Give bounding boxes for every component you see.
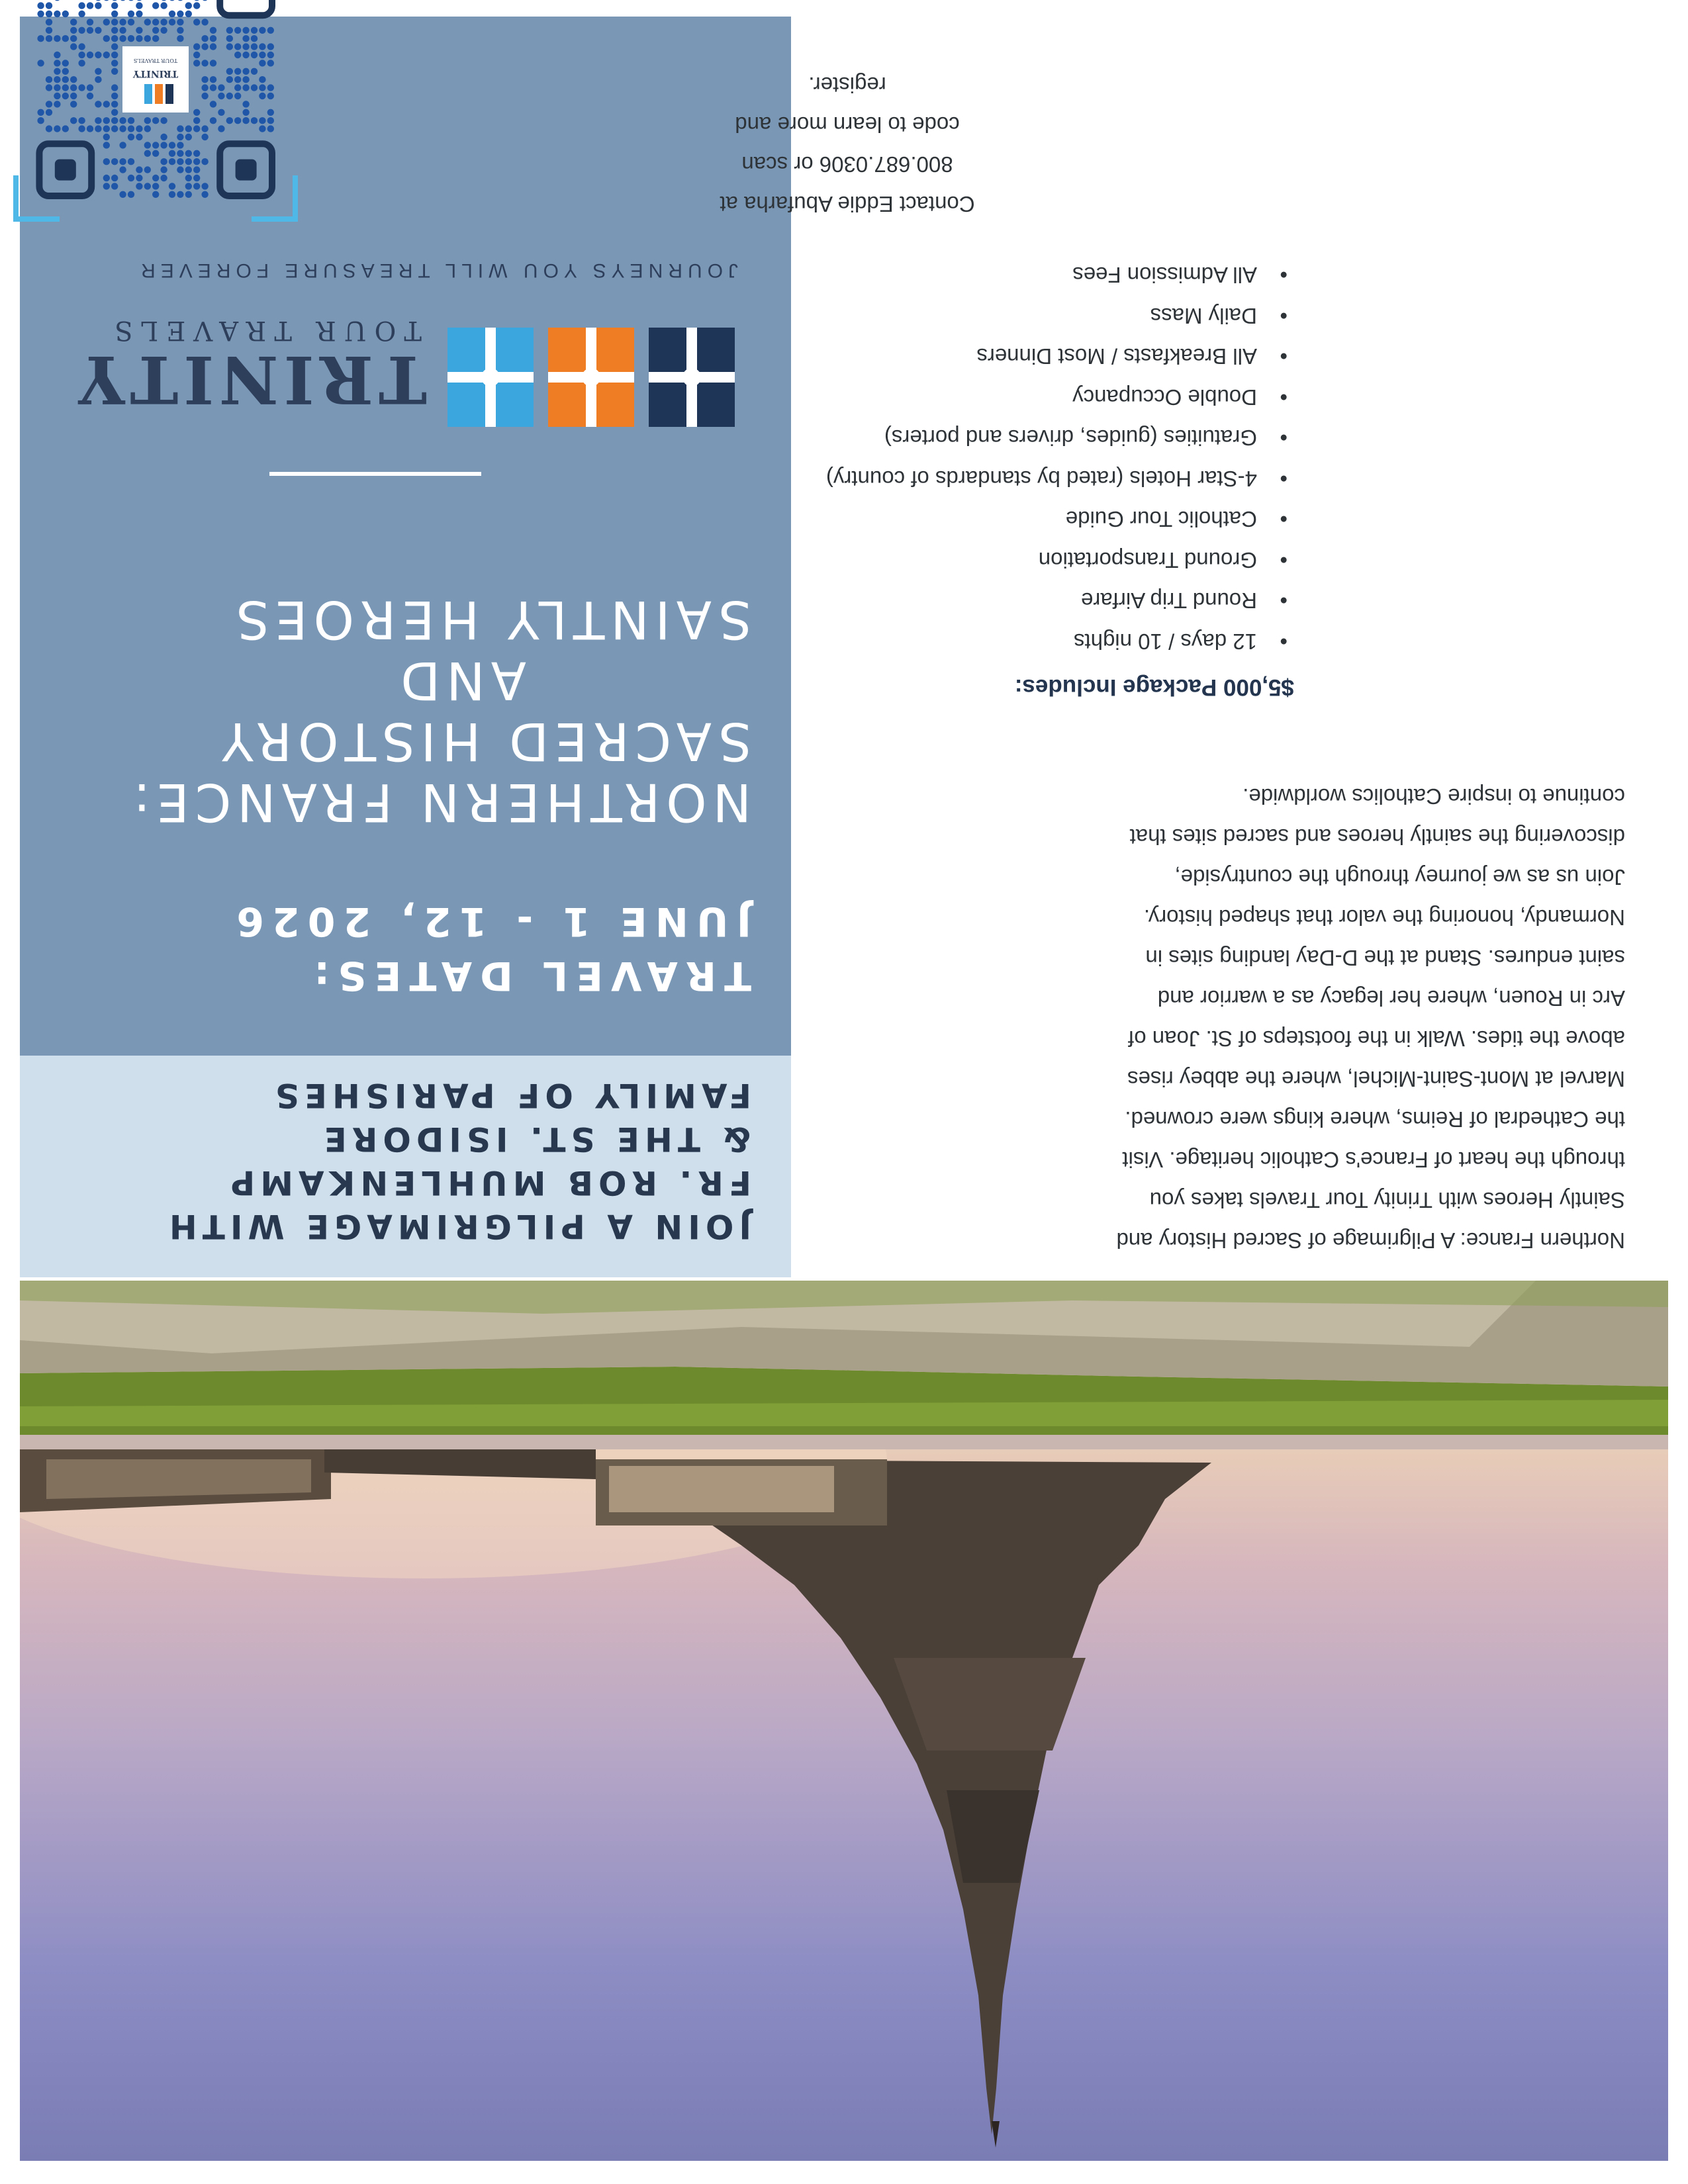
intro-line: saint endures. Stand at the D-Day landing sites in (1145, 946, 1625, 970)
intro-line: Arc in Rouen, where her legacy as a warrior and (1157, 986, 1625, 1011)
package-item (826, 580, 1294, 621)
package-item (826, 540, 1294, 581)
intro-line: Join us as we journey through the countryside, (1174, 865, 1625, 889)
bullet-icon: • (1280, 304, 1288, 328)
qr-code-icon (13, 0, 298, 222)
package-item (826, 459, 1294, 500)
trip-title (50, 588, 751, 832)
intro-line: above the tides. Walk in the footsteps of St. Joan of (1128, 1026, 1625, 1051)
contact-line: code to learn more and (735, 113, 960, 137)
banner-heading (46, 1073, 751, 1248)
package-item (826, 296, 1294, 337)
intro-line: Saintly Heroes with Trinity Tour Travels takes you (1149, 1188, 1625, 1212)
trip-title-line: SAINTLY HEROES (230, 589, 751, 649)
package-item-text: 4-Star Hotels (rated by standards of country) (825, 467, 1257, 491)
travel-dates-value: JUNE 1 - 12, 2026 (228, 898, 751, 944)
intro-line: continue to inspire Catholics worldwide. (1243, 784, 1625, 809)
package-heading: $5,000 Package Includes: (1014, 674, 1294, 700)
logo-tagline: JOURNEYS YOU WILL TREASURE FOREVER (136, 259, 738, 281)
pilgrimage-banner (20, 1056, 791, 1277)
package-item-text: Daily Mass (1150, 304, 1257, 328)
package-item (826, 377, 1294, 418)
bullet-icon: • (1280, 629, 1288, 654)
banner-line: FAMILY OF PARISHES (269, 1076, 751, 1115)
intro-line: Marvel at Mont-Saint-Michel, where the abbey rises (1127, 1067, 1625, 1091)
package-item-text: Ground Transportation (1038, 548, 1257, 572)
package-item-text: Catholic Tour Guide (1065, 507, 1257, 532)
package-item-text: Double Occupancy (1072, 385, 1257, 410)
banner-line: JOIN A PILGRIMAGE WITH (164, 1207, 751, 1246)
bullet-icon: • (1280, 263, 1288, 288)
intro-paragraph (923, 776, 1625, 897)
package-item-text: 12 days / 10 nights (1073, 629, 1257, 654)
bullet-icon: • (1280, 385, 1288, 410)
travel-dates-label: TRAVEL DATES: (306, 952, 751, 999)
qr-logo-sub: TOUR TRAVELS (133, 58, 178, 64)
intro-paragraph (923, 897, 1625, 1261)
bullet-icon: • (1280, 588, 1288, 614)
trip-title-line: AND (395, 650, 526, 709)
contact-phone[interactable]: 800.687.0306 or scan (741, 152, 953, 177)
banner-line: & THE ST. ISIDORE (318, 1120, 751, 1158)
logo-subtitle: TOUR TRAVELS (107, 315, 422, 345)
qr-logo-word: TRINITY (132, 68, 179, 79)
contact-line: Contact Eddie Abufarha at (720, 192, 975, 216)
bullet-icon: • (1280, 426, 1288, 451)
intro-line: through the heart of France's Catholic heritage. Visit (1122, 1148, 1625, 1172)
mont-saint-michel-photo (20, 1281, 1668, 2161)
bullet-icon: • (1280, 548, 1288, 572)
intro-line: Northern France: A Pilgrimage of Sacred History and (1116, 1228, 1625, 1253)
package-item (826, 499, 1294, 540)
logo-wordmark: TRINITY (73, 341, 427, 417)
package-item-text: Gratuities (guides, drivers and porters) (884, 426, 1257, 451)
bullet-icon: • (1280, 344, 1288, 369)
trinity-logo (73, 315, 738, 430)
bullet-icon: • (1280, 467, 1288, 491)
registration-qr-code[interactable] (13, 0, 298, 222)
trip-title-line: SACRED HISTORY (216, 711, 751, 770)
intro-line: discovering the saintly heroes and sacred sites that (1129, 825, 1625, 849)
package-item (826, 621, 1294, 662)
package-item (826, 418, 1294, 459)
package-item-text: All Admission Fees (1072, 263, 1257, 288)
intro-line: Normandy, honoring the valor that shaped history. (1143, 905, 1625, 930)
package-item-text: Round Trip Airfare (1081, 588, 1257, 614)
trip-title-line: NORTHERN FRANCE: (127, 772, 751, 831)
package-item-text: All Breakfasts / Most Dinners (976, 344, 1257, 369)
banner-line: FR. ROB MUHLENKAMP (225, 1163, 751, 1202)
package-item (826, 336, 1294, 377)
photo-illustration (20, 1281, 1668, 2161)
trip-description (923, 776, 1625, 1261)
package-list (826, 255, 1294, 662)
bullet-icon: • (1280, 507, 1288, 532)
contact-info (682, 65, 1013, 224)
title-divider (269, 472, 481, 476)
contact-line: register. (808, 73, 886, 97)
trinity-cross-icon (440, 324, 738, 430)
package-item (826, 255, 1294, 296)
intro-line: the Cathedral of Reims, where kings were crowned. (1125, 1107, 1625, 1132)
